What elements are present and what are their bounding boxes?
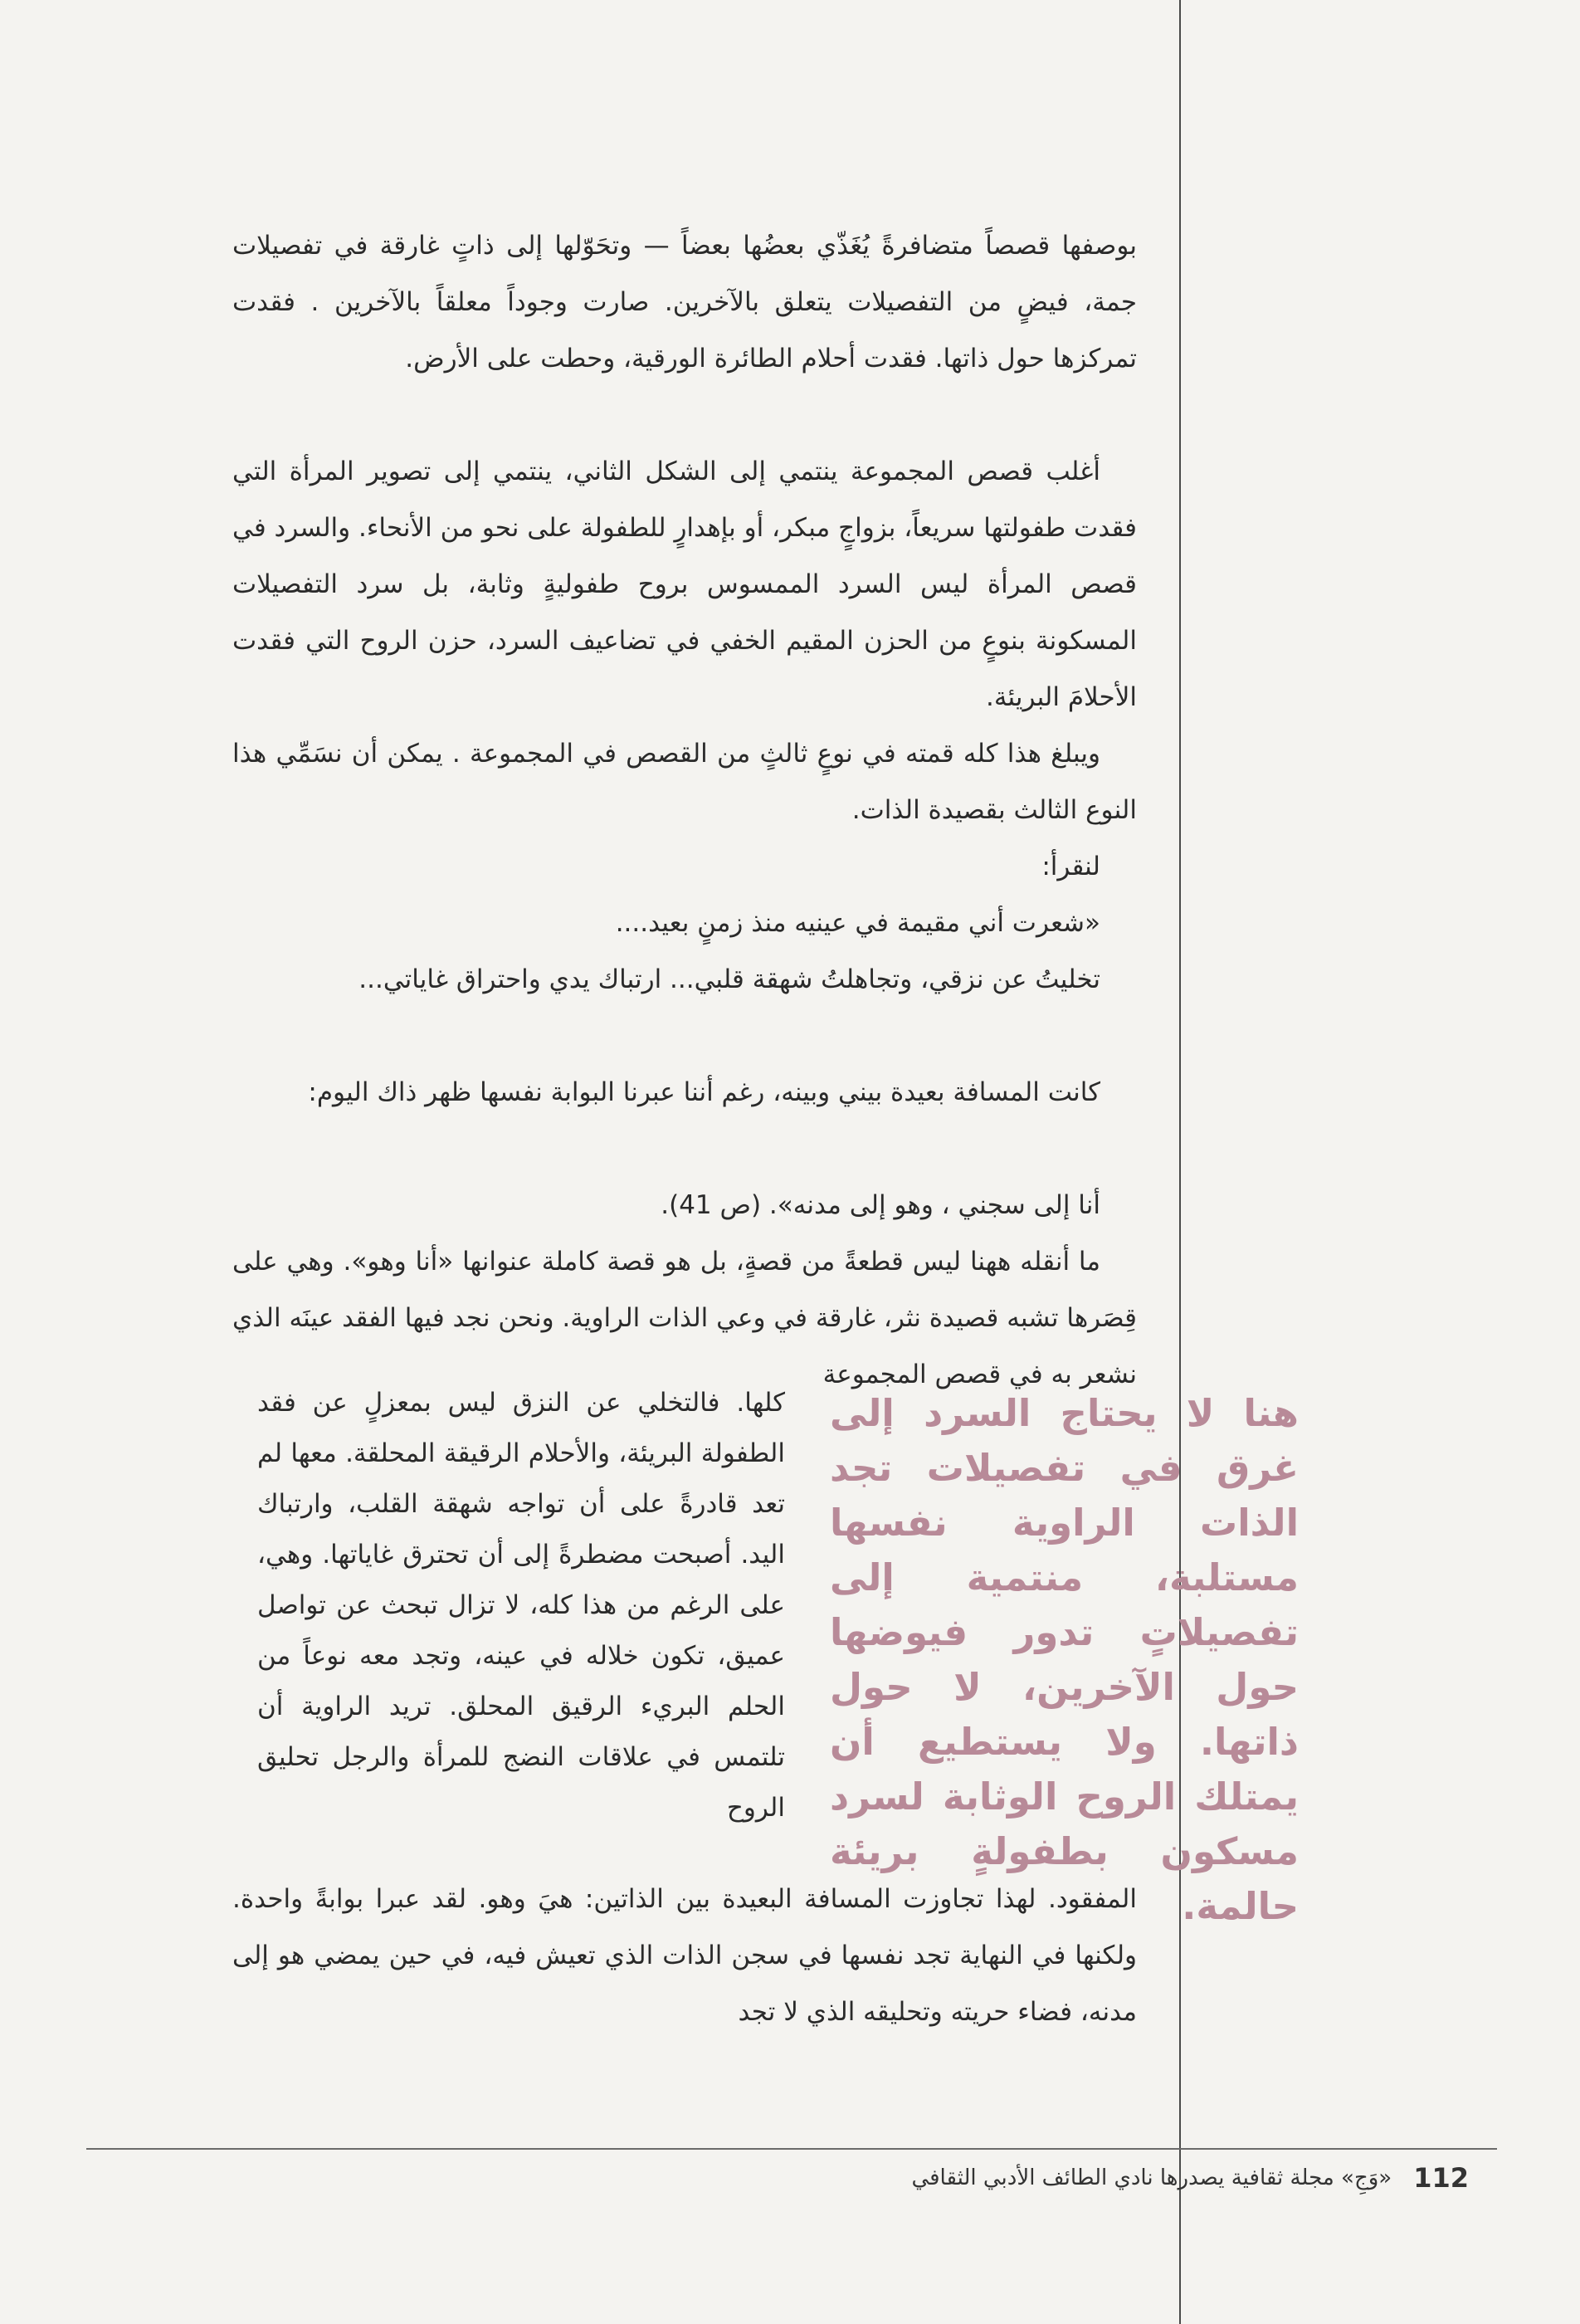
paragraph-4: لنقرأ: [1041,852,1100,881]
quote-line-3: كانت المسافة بعيدة بيني وبينه، رغم أننا عبرنا البوابة نفسها ظهر ذاك اليوم: [308,1077,1100,1107]
footer-divider [86,2148,1497,2150]
pull-quote: هنا لا يحتاج السرد إلى غرق في تفصيلات تجد الذات الراوية نفسها مستلبة، منتمية إلى تفصيلاتٍ تدور فيوضها حول الآخرين، لا حول ذاتها. ولا يستطيع أن يمتلك الروح الوثابة لسرد مسكون بطفولةٍ بريئة حالمة. [830,1391,1299,1928]
paragraph-2: أغلب قصص المجموعة ينتمي إلى الشكل الثاني، ينتمي إلى تصوير المرأة التي فقدت طفولتها سريعاً، بزواجٍ مبكر، أو بإهدارٍ للطفولة على نحو من الأنحاء. والسرد في قصص المرأة ليس السرد الممسوس بروح طفوليةٍ وثابة، بل سرد التفصيلات المسكونة بنوعٍ من الحزن المقيم الخفي في تضاعيف السرد، حزن الروح التي فقدت الأحلامَ البريئة. [232,456,1137,712]
page-footer [830,2158,1469,2198]
quote-line-2: تخليتُ عن نزقي، وتجاهلتُ شهقة قلبي... ارتباك يدي واحتراق غاياتي... [358,964,1100,994]
quote-line-1: «شعرت أني مقيمة في عينيه منذ زمنٍ بعيد.... [615,908,1100,938]
paragraph-3: ويبلغ هذا كله قمته في نوعٍ ثالثٍ من القصص في المجموعة . يمكن أن نسَمِّي هذا النوع الثالث بقصيدة الذات. [232,739,1137,825]
paragraph-5: ما أنقله ههنا ليس قطعةً من قصةٍ، بل هو قصة كاملة عنوانها «أنا وهو». وهي على قِصَرها تشبه قصيدة نثر، غارقة في وعي الذات الراوية. ونحن نجد فيها الفقد عينَه الذي نشعر به في قصص المجموعة [232,1247,1137,1389]
paragraph-7: المفقود. لهذا تجاوزت المسافة البعيدة بين الذاتين: هيَ وهو. لقد عبرا بوابةً واحدة. ولكنها في النهاية تجد نفسها في سجن الذات الذي تعيش فيه، في حين يمضي هو إلى مدنه، فضاء حريته وتحليقه الذي لا تجد [232,1884,1137,2027]
paragraph-1: بوصفها قصصاً متضافرةً يُغَذّي بعضُها بعضاً — وتحَوّلها إلى ذاتٍ غارقة في تفصيلات جمة، فيضٍ من التفصيلات يتعلق بالآخرين. صارت وجوداً معلقاً بالآخرين . فقدت تمركزها حول ذاتها. فقدت أحلام الطائرة الورقية، وحطت على الأرض. [232,231,1137,374]
quote-line-4: أنا إلى سجني ، وهو إلى مدنه». (ص 41). [661,1190,1100,1220]
column-divider [1179,0,1181,2324]
magazine-credit: «وَجِ» مجلة ثقافية يصدرها نادي الطائف الأدبي الثقافي [911,2165,1392,2190]
paragraph-6: كلها. فالتخلي عن النزق ليس بمعزلٍ عن فقد الطفولة البريئة، والأحلام الرقيقة المحلقة. معها لم تعد قادرةً على أن تواجه شهقة القلب، وارتباك اليد. أصبحت مضطرةً إلى أن تحترق غاياتها. وهي، على الرغم من هذا كله، لا تزال تبحث عن تواصل عميق، تكون خلاله في عينه، وتجد معه نوعاً من الحلم البريء الرقيق المحلق. تريد الراوية أن تلتمس في علاقات النضج للمرأة والرجل تحليق الروح [257,1388,785,1823]
page-number: 112 [1413,2162,1469,2194]
